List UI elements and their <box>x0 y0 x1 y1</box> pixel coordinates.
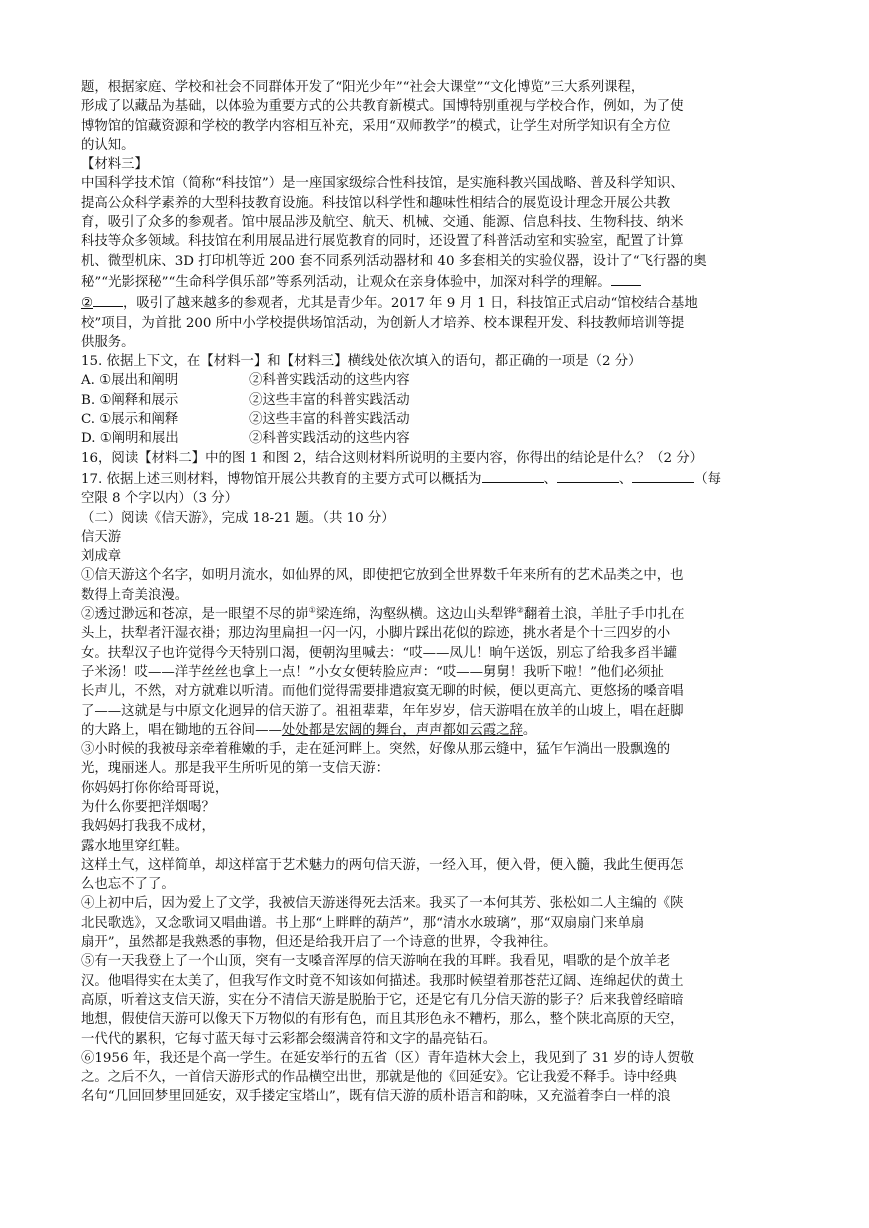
text-line: 扇开”，虽然都是我熟悉的事物，但还是给我开启了一个诗意的世界，令我神往。 <box>81 935 557 951</box>
text-line: 名句“几回回梦里回延安，双手搂定宝塔山”，既有信天游的质朴语言和韵味，又充溢着李白一样的浪 <box>81 1089 671 1105</box>
exam-page <box>81 78 781 1107</box>
text-line: 女。扶犁汉子也许觉得今天特别口渴，便朝沟里喊去：“哎——凤儿！晌午送饭，别忘了给我多舀半罐 <box>81 645 678 661</box>
text-line: 空限 8 个字以内）（3 分） <box>81 491 239 507</box>
text-line: ⑥1956 年，我还是个高一学生。在延安举行的五省（区）青年造林大会上，我见到了 31 岁的诗人贺敬 <box>81 1050 694 1066</box>
song-line: 露水地里穿红鞋。 <box>81 838 189 854</box>
song-line: 你妈妈打你你给哥哥说， <box>81 780 229 796</box>
footnote-marker: ② <box>516 605 524 615</box>
question-15 <box>81 352 781 448</box>
text-line: ③小时候的我被母亲牵着稚嫩的手，走在延河畔上。突然，好像从那云缝中，猛乍乍淌出一股飘逸的 <box>81 742 671 758</box>
text-line: 之。之后不久，一首信天游形式的作品横空出世，那就是他的《回延安》。它让我爱不释手。诗中经典 <box>81 1070 677 1086</box>
footnote-marker: ① <box>308 605 316 615</box>
text-line: ⑤有一天我登上了一个山顶，突有一支嗓音浑厚的信天游响在我的耳畔。我看见，唱歌的是个放羊老 <box>81 954 671 970</box>
text-line: 数得上奇美浪漫。 <box>81 587 189 603</box>
text-line: 了——这就是与中原文化迥异的信天游了。祖祖辈辈，年年岁岁，信天游唱在放羊的山坡上，唱在赶脚 <box>81 703 684 719</box>
text-line: 的认知。 <box>81 137 135 153</box>
text-line: 形成了以藏品为基础，以体验为重要方式的公共教育新模式。国博特别重视与学校合作，例如，为了使 <box>81 99 684 115</box>
text-line: 汉。他唱得实在太美了，但我写作文时竟不知该如何描述。我那时候望着那苍茫辽阔、连绵起伏的黄土 <box>81 973 684 989</box>
text-line: 么也忘不了了。 <box>81 877 175 893</box>
answer-blank[interactable] <box>557 468 619 483</box>
text-line: 秘”“光影探秘”“生命科学俱乐部”等系列活动，让观众在亲身体验中，加深对科学的理解。 <box>81 271 781 292</box>
text-line: 北民歌选》，又念歌词又唱曲谱。书上那“上畔畔的葫芦”，那“清水水玻璃”，那“双扇扇门来单扇 <box>81 915 645 931</box>
text-line: 17. 依据上述三则材料，博物馆开展公共教育的主要方式可以概括为 、 、 （每 <box>81 468 781 489</box>
section-2-header <box>81 509 781 567</box>
option-d[interactable]: D. ①阐明和展出 ②科普实践活动的这些内容 <box>81 431 410 447</box>
answer-blank[interactable] <box>93 292 123 307</box>
text-line: 高原，听着这支信天游，实在分不清信天游是脱胎于它，还是它有几分信天游的影子？后来我曾经暗暗 <box>81 992 684 1008</box>
material2-continuation <box>81 78 781 155</box>
question-stem: 15. 依据上下文，在【材料一】和【材料三】横线处依次填入的语句，都正确的一项是（2 分） <box>81 354 642 370</box>
text-line: 提高公众科学素养的大型科技教育设施。科技馆以科学性和趣味性相结合的展览设计理念开展公共教 <box>81 195 671 211</box>
option-c[interactable]: C. ①展示和阐释 ②这些丰富的科普实践活动 <box>81 412 410 428</box>
text-line: 地想，假使信天游可以像天下万物似的有形有色，而且其形色永不糟朽，那么，整个陕北高原的天空， <box>81 1012 684 1028</box>
essay-title: 信天游 <box>81 529 122 545</box>
answer-blank[interactable] <box>611 271 641 286</box>
song-line: 为什么你要把洋烟喝？ <box>81 799 215 815</box>
option-b[interactable]: B. ①阐释和展示 ②这些丰富的科普实践活动 <box>81 392 410 408</box>
text-line: 博物馆的馆藏资源和学校的教学内容相互补充，采用“双师教学”的模式，让学生对所学知识有全方位 <box>81 118 671 134</box>
blank-label: ② <box>81 296 94 312</box>
text-line: ② ，吸引了越来越多的参观者，尤其是青少年。2017 年 9 月 1 日，科技馆正式启动“馆校结合基地 <box>81 292 781 313</box>
text-line: 这样土气，这样简单，却这样富于艺术魅力的两句信天游，一经入耳，便入骨，便入髓，我此生便再怎 <box>81 857 684 873</box>
essay-body <box>81 566 781 1106</box>
underlined-sentence: 处处都是宏阔的舞台，声声都如云霞之辞 <box>281 722 523 738</box>
text-line: 题，根据家庭、学校和社会不同群体开发了“阳光少年”“社会大课堂”“文化博览”三大系列课程， <box>81 80 645 95</box>
essay-author: 刘成章 <box>81 549 122 565</box>
answer-blank[interactable] <box>482 468 544 483</box>
text-line: 的大路上，唱在锄地的五谷间——处处都是宏阔的舞台，声声都如云霞之辞。 <box>81 722 537 738</box>
answer-blank[interactable] <box>632 468 694 483</box>
song-line: 我妈妈打我我不成材， <box>81 819 215 835</box>
text-line: 中国科学技术馆（简称“科技馆”）是一座国家级综合性科技馆，是实施科教兴国战略、普及科学知识、 <box>81 176 684 192</box>
text-line: 机、微型机床、3D 打印机等近 200 套不同系列活动器材和 40 多套相关的实验仪器，设计了“飞行器的奥 <box>81 253 707 269</box>
text-line: 校”项目，为首批 200 所中小学校提供场馆活动，为创新人才培养、校本课程开发、科技教师培训等提 <box>81 315 685 331</box>
text-line: 供服务。 <box>81 334 135 350</box>
section-intro: （二）阅读《信天游》，完成 18-21 题。（共 10 分） <box>81 510 395 526</box>
material3-heading: 【材料三】 <box>81 157 148 173</box>
material3 <box>81 155 781 352</box>
text-line: 育，吸引了众多的参观者。馆中展品涉及航空、航天、机械、交通、能源、信息科技、生物科技、纳米 <box>81 215 684 231</box>
question-16: 16，阅读【材料二】中的图 1 和图 2，结合这则材料所说明的主要内容，你得出的结论是什么？（2 分） <box>81 450 704 466</box>
text-line: ②透过渺远和苍凉，是一眼望不尽的峁①梁连绵，沟壑纵横。这边山头犁铧②翻着土浪，羊肚子手巾扎在 <box>81 605 685 623</box>
text-line: 一代代的累积，它每寸蓝天每寸云彩都会缀满音符和文字的晶亮钻石。 <box>81 1031 497 1047</box>
option-a[interactable]: A. ①展出和阐明 ②科普实践活动的这些内容 <box>81 373 410 389</box>
question-17 <box>81 468 781 509</box>
text-line: 头上，扶犁者汗湿衣褂；那边沟里扁担一闪一闪，小脚片踩出花似的踪迹，挑水者是个十三四岁的小 <box>81 626 671 642</box>
text-line: 科技等众多领域。科技馆在利用展品进行展览教育的同时，还设置了科普活动室和实验室，配置了计算 <box>81 234 684 250</box>
text-line: ④上初中后，因为爱上了文学，我被信天游迷得死去活来。我买了一本何其芳、张松如二人主编的《陕 <box>81 896 684 912</box>
text-line: 光，瑰丽迷人。那是我平生所听见的第一支信天游： <box>81 761 389 777</box>
text-line: 长声儿，不然，对方就难以听清。而他们觉得需要排遣寂寞无聊的时候，便以更高亢、更悠扬的嗓音唱 <box>81 684 684 700</box>
text-line: ①信天游这个名字，如明月流水，如仙界的风，即使把它放到全世界数千年来所有的艺术品类之中，也 <box>81 568 684 584</box>
text-line: 子米汤！哎——洋芋丝丝也拿上一点！”小女女便转脸应声：“哎——舅舅！我听下啦！”他们必须扯 <box>81 664 664 680</box>
